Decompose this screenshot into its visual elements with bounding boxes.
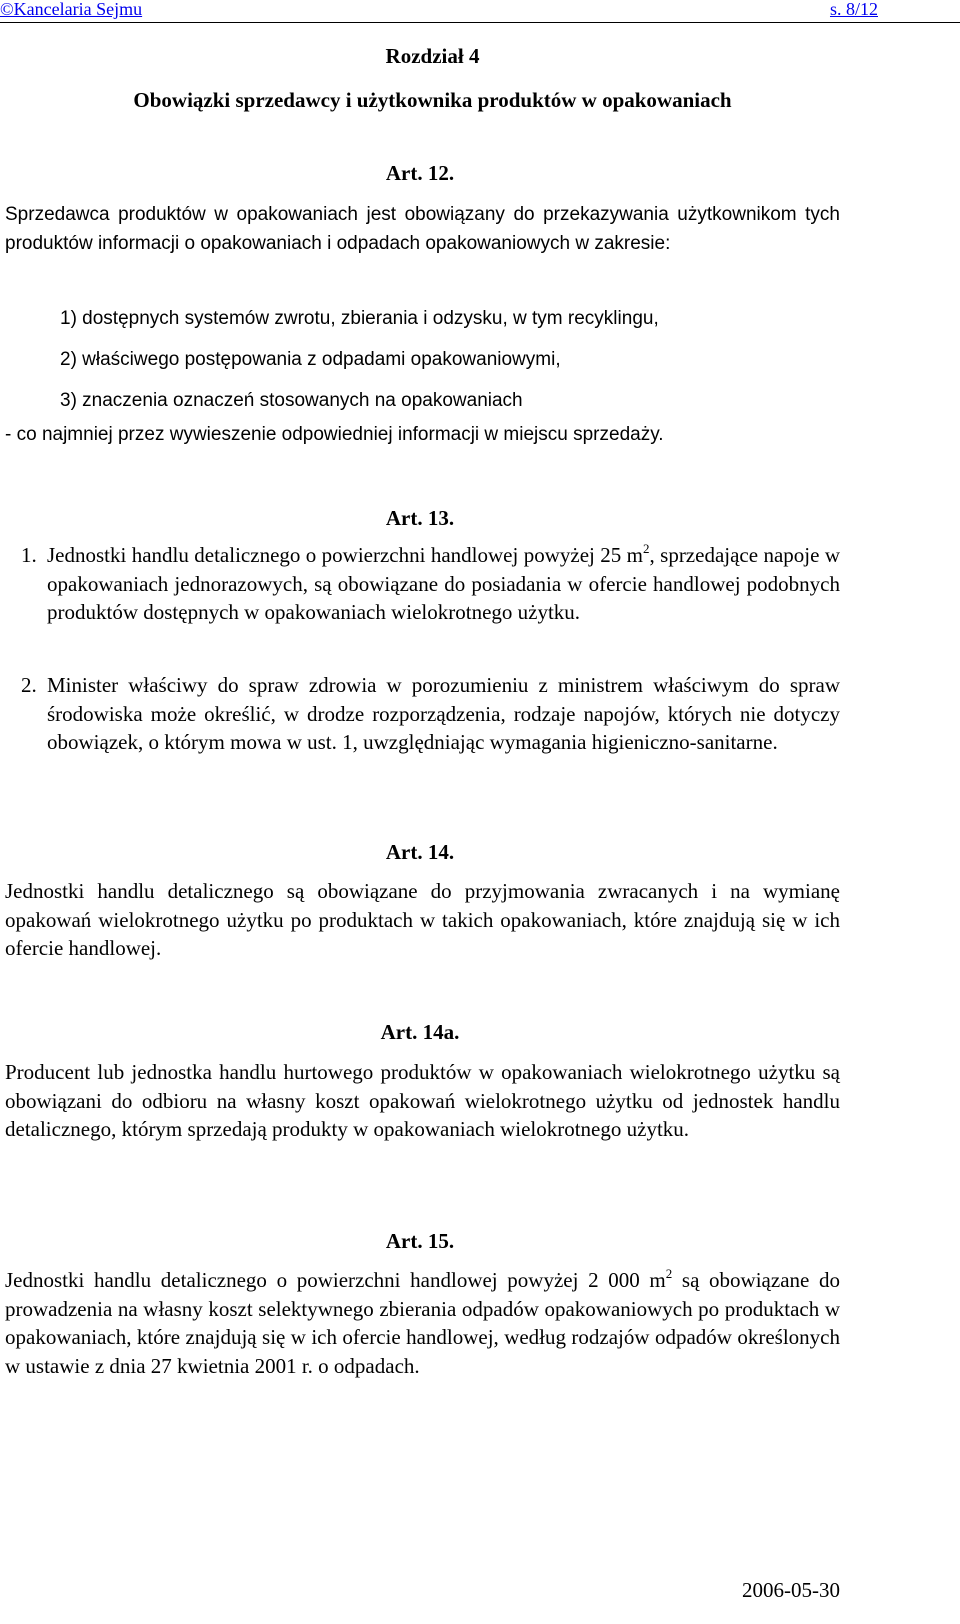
- art-14a-text: Producent lub jednostka handlu hurtowego produktów w opakowaniach wielokrotnego użytku są obowiązani do odbioru na własny koszt opakowań wielokrotnego użytku od jednostek handlu detalicznego, którym sprzedają produkty w opakowaniach wielokrotnego użytku.: [5, 1060, 840, 1141]
- list-item: 3) znaczenia oznaczeń stosowanych na opakowaniach: [60, 390, 523, 411]
- paragraph-text: Minister właściwy do spraw zdrowia w porozumieniu z ministrem właściwym do spraw środowiska może określić, w drodze rozporządzenia, rodzaje napojów, których nie dotyczy obowiązek, o którym mowa w ust. 1, uwzględniając wymagania higieniczno-sanitarne.: [47, 673, 840, 754]
- chapter-title: Obowiązki sprzedawcy i użytkownika produktów w opakowaniach: [133, 88, 732, 112]
- list-item: 1) dostępnych systemów zwrotu, zbierania i odzysku, w tym recyklingu,: [60, 308, 659, 329]
- paragraph-text: , sprzedające napoje w opakowaniach jednorazowych, są obowiązane do posiadania w ofercie handlowej podobnych produktów dostępnych w opakowaniach wielokrotnego użytku.: [47, 543, 840, 624]
- art-15-text: [5, 1266, 840, 1380]
- art-15-heading: Art. 15.: [385, 1229, 455, 1253]
- page-number-link[interactable]: s. 8/12: [829, 0, 878, 19]
- copyright-link[interactable]: ©Kancelaria Sejmu: [0, 0, 143, 19]
- footer-date: 2006-05-30: [742, 1578, 840, 1602]
- chapter-heading: [0, 34, 865, 122]
- art-13-heading: Art. 13.: [385, 506, 455, 530]
- paragraph-text: Jednostki handlu detalicznego o powierzchni handlowej powyżej 25 m: [47, 543, 643, 567]
- paragraph-number: 1.: [21, 543, 37, 567]
- paragraph-text: Jednostki handlu detalicznego o powierzchni handlowej powyżej 2 000 m: [5, 1268, 666, 1292]
- paragraph-number: 2.: [21, 673, 37, 697]
- art-12-heading: Art. 12.: [385, 161, 455, 185]
- chapter-number: Rozdział 4: [385, 44, 480, 68]
- art-12-intro: Sprzedawca produktów w opakowaniach jest obowiązany do przekazywania użytkownikom tych produktów informacji o opakowaniach i odpadach opakowaniowych w zakresie:: [5, 204, 840, 254]
- art-14a-heading: Art. 14a.: [380, 1020, 460, 1044]
- art-12-tail: - co najmniej przez wywieszenie odpowiedniej informacji w miejscu sprzedaży.: [5, 424, 664, 445]
- art-13-paragraph-2: [5, 671, 840, 757]
- paragraph-text: są obowiązane do prowadzenia na własny koszt selektywnego zbierania odpadów opakowaniowych po produktach w opakowaniach, które znajdują się w ich ofercie handlowej, według rodzajów odpadów określonych w ustawie z dnia 27 kwietnia 2001 r. o odpadach.: [5, 1268, 840, 1378]
- superscript: 2: [665, 1266, 673, 1281]
- art-13-paragraph-1: [5, 541, 840, 627]
- art-14-heading: Art. 14.: [385, 840, 455, 864]
- page-header: [0, 0, 960, 23]
- art-12-list: [60, 298, 659, 421]
- art-14-text: Jednostki handlu detalicznego są obowiązane do przyjmowania zwracanych i na wymianę opakowań wielokrotnego użytku po produktach w takich opakowaniach, które znajdują się w ich ofercie handlowej.: [5, 879, 840, 960]
- list-item: 2) właściwego postępowania z odpadami opakowaniowymi,: [60, 349, 561, 370]
- superscript: 2: [643, 541, 650, 556]
